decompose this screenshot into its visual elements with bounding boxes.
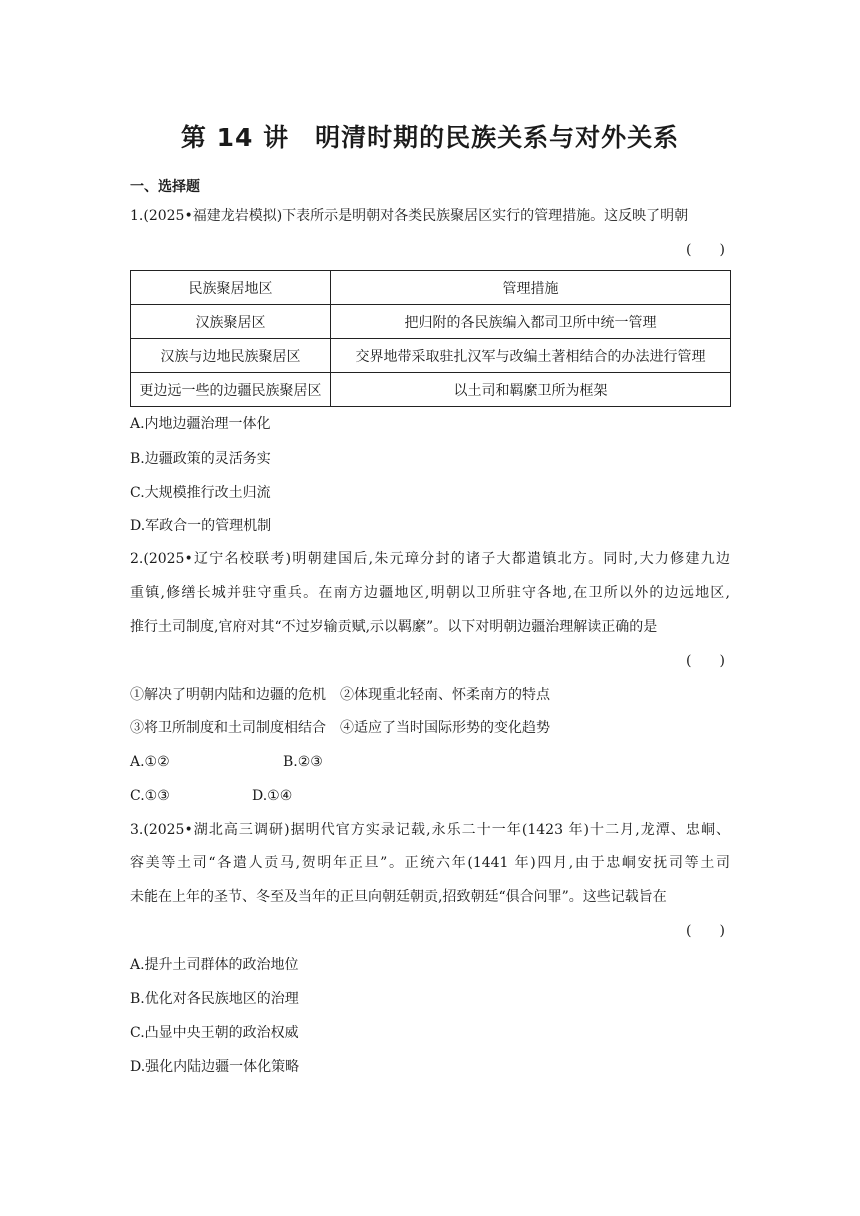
section-heading: 一、选择题 <box>130 179 200 195</box>
q2-stem-line: 重镇,修缮长城并驻守重兵。在南方边疆地区,明朝以卫所驻守各地,在卫所以外的边远地区, <box>130 585 730 601</box>
q3-stem-line: 未能在上年的圣节、冬至及当年的正旦向朝廷朝贡,招致朝廷“俱合问罪”。这些记载旨在 <box>130 889 667 905</box>
q1-answer-paren: ( ) <box>686 242 725 258</box>
q2-option-a: A.①② <box>130 754 170 770</box>
q1-option-c: C.大规模推行改土归流 <box>130 485 271 501</box>
q3-option-b: B.优化对各民族地区的治理 <box>130 991 299 1007</box>
table-cell: 交界地带采取驻扎汉军与改编土著相结合的办法进行管理 <box>331 339 731 373</box>
q2-answer-paren: ( ) <box>686 653 725 669</box>
table-cell: 汉族与边地民族聚居区 <box>131 339 331 373</box>
q2-statements: ③将卫所制度和土司制度相结合 ④适应了当时国际形势的变化趋势 <box>130 720 550 736</box>
table-row <box>131 373 731 407</box>
q3-option-a: A.提升土司群体的政治地位 <box>130 957 299 973</box>
table-cell: 把归附的各民族编入都司卫所中统一管理 <box>331 305 731 339</box>
q2-stem-line: 2.(2025•辽宁名校联考)明朝建国后,朱元璋分封的诸子大都遣镇北方。同时,大力修建九边 <box>130 551 730 567</box>
q1-stem: 1.(2025•福建龙岩模拟)下表所示是明朝对各类民族聚居区实行的管理措施。这反映了明朝 <box>130 208 689 224</box>
q3-answer-paren: ( ) <box>686 923 725 939</box>
table-row <box>131 305 731 339</box>
table-row <box>131 339 731 373</box>
table-header-row <box>131 271 731 305</box>
table-header-cell: 管理措施 <box>331 271 731 305</box>
q2-option-c: C.①③ <box>130 788 170 804</box>
q1-option-a: A.内地边疆治理一体化 <box>130 416 271 432</box>
q3-option-d: D.强化内陆边疆一体化策略 <box>130 1059 300 1075</box>
q2-option-b: B.②③ <box>283 754 323 770</box>
table-cell: 更边远一些的边疆民族聚居区 <box>131 373 331 407</box>
q2-statements: ①解决了明朝内陆和边疆的危机 ②体现重北轻南、怀柔南方的特点 <box>130 687 550 703</box>
q2-stem-line: 推行土司制度,官府对其“不过岁输贡赋,示以羁縻”。以下对明朝边疆治理解读正确的是 <box>130 619 658 635</box>
table-cell: 以土司和羁縻卫所为框架 <box>331 373 731 407</box>
table-header-cell: 民族聚居地区 <box>131 271 331 305</box>
q3-option-c: C.凸显中央王朝的政治权威 <box>130 1025 299 1041</box>
q1-option-d: D.军政合一的管理机制 <box>130 518 272 534</box>
q3-stem-line: 容美等土司“各遣人贡马,贺明年正旦”。正统六年(1441 年)四月,由于忠峒安抚司等土司 <box>130 855 730 871</box>
page-title: 第 14 讲 明清时期的民族关系与对外关系 <box>180 123 680 152</box>
q1-table <box>130 270 731 407</box>
q1-option-b: B.边疆政策的灵活务实 <box>130 451 271 467</box>
table-cell: 汉族聚居区 <box>131 305 331 339</box>
q3-stem-line: 3.(2025•湖北高三调研)据明代官方实录记载,永乐二十一年(1423 年)十二月,龙潭、忠峒、 <box>130 822 730 838</box>
q2-option-d: D.①④ <box>252 788 293 804</box>
